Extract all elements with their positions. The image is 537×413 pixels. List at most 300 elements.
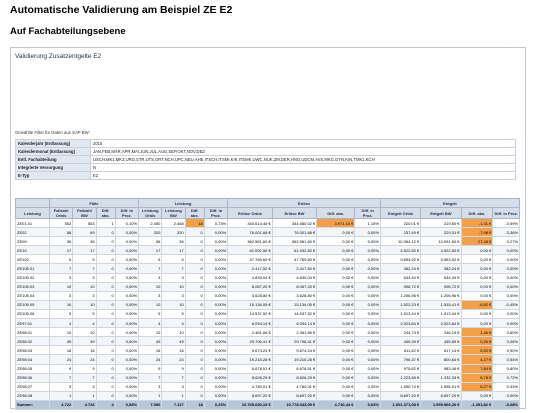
column-header[interactable]: Erlöse BW <box>272 208 317 219</box>
table-cell: 435,65 € <box>421 337 461 346</box>
table-cell: 0 <box>96 228 115 237</box>
table-cell: 0,54% <box>493 355 520 364</box>
table-cell: 0,06% <box>493 337 520 346</box>
table-cell: -7,98 € <box>461 228 493 237</box>
table-cell: 0 <box>96 300 115 309</box>
table-row <box>16 346 520 355</box>
validation-panel <box>10 47 526 409</box>
table-cell: 0,00 € <box>461 264 493 273</box>
table-cell: 3.628,80 € <box>272 291 317 300</box>
table-cell: 0 <box>96 373 115 382</box>
table-cell: 0 <box>185 364 204 373</box>
table-cell: 0,00 € <box>317 337 355 346</box>
table-cell: 14.537,52 € <box>228 309 273 318</box>
table-cell: 49 <box>49 337 72 346</box>
row-label: ZE98.01 <box>16 328 50 337</box>
table-cell: 906,72 € <box>421 282 461 291</box>
table-cell: 0,00% <box>204 282 227 291</box>
table-cell: 0,00% <box>115 391 138 400</box>
group-header <box>16 199 50 208</box>
table-cell: 49 <box>73 337 96 346</box>
table-cell: 5,52 € <box>461 346 493 355</box>
table-cell: 0,00% <box>355 373 381 382</box>
table-cell: 8.067,20 € <box>228 282 273 291</box>
table-cell: 0,00% <box>204 364 227 373</box>
filter-key: Kalenderjahr (Entlassung) <box>16 140 91 148</box>
table-cell: 8,78 € <box>461 373 493 382</box>
sum-cell: 18 <box>185 400 204 409</box>
table-cell: 0,00 € <box>317 373 355 382</box>
filter-intro: Gewählte Filter für Daten aus SAP BW: <box>15 130 90 135</box>
table-cell: 0,00% <box>115 255 138 264</box>
table-cell: 0,60% <box>493 328 520 337</box>
table-cell: 1 <box>162 391 185 400</box>
table-row <box>16 300 520 309</box>
table-cell: 0,00 € <box>461 282 493 291</box>
filter-value: USCH,MK1,MK3,URO,STR,UTS,ORT,NCH,UPC,NEU,AHE,ITSCH,ITSMI,KIK,ITSMK,UWC,NUK,ZM,DER,HNO,UDCM,AVS,MKG,GYN,KIN,TMK1,KCH <box>91 156 516 164</box>
table-cell: 7 <box>162 373 185 382</box>
table-cell: 36 <box>162 237 185 246</box>
table-row <box>16 264 520 273</box>
table-cell: -6,82 € <box>461 300 493 309</box>
table-cell: 634,40 € <box>380 273 420 282</box>
table-cell: 0,00% <box>115 264 138 273</box>
table-cell: 0 <box>185 391 204 400</box>
table-cell: 0 <box>185 300 204 309</box>
filter-value: N <box>91 164 516 172</box>
table-cell: 0,00% <box>355 300 381 309</box>
table-cell: 0 <box>96 364 115 373</box>
group-header-leistung: Leistung <box>139 199 228 208</box>
table-cell: 0,00% <box>355 382 381 391</box>
table-cell: 1.590,74 € <box>380 382 420 391</box>
table-cell: 8.067,20 € <box>272 282 317 291</box>
column-header[interactable]: Entgelt Orbis <box>380 208 420 219</box>
table-cell: 0,00% <box>204 246 227 255</box>
table-row <box>16 282 520 291</box>
table-cell: 0,00% <box>355 328 381 337</box>
table-row <box>16 255 520 264</box>
table-cell: 0,00% <box>204 309 227 318</box>
table-cell: 2.468 <box>162 219 185 228</box>
table-cell: 0,00% <box>355 355 381 364</box>
table-cell: 0,00% <box>115 282 138 291</box>
column-header-row <box>16 208 520 219</box>
table-cell: 1.232,33 € <box>421 373 461 382</box>
table-cell: 16 <box>49 346 72 355</box>
table-cell: 15.134,05 € <box>228 300 273 309</box>
table-cell: 0,00% <box>204 273 227 282</box>
table-cell: 4.522,50 € <box>421 246 461 255</box>
table-cell: 0 <box>96 273 115 282</box>
table-cell: 68 <box>49 228 72 237</box>
table-cell: 7 <box>162 264 185 273</box>
column-header[interactable]: Leistung Orbis <box>139 208 162 219</box>
table-row <box>16 273 520 282</box>
column-header[interactable]: Fallzahl BW <box>73 208 96 219</box>
table-cell: 0,00 € <box>317 319 355 328</box>
group-header-faelle: Fälle <box>49 199 138 208</box>
table-cell: 983,46 € <box>421 364 461 373</box>
table-cell: 3 <box>139 291 162 300</box>
table-cell: 27,48 € <box>461 237 493 246</box>
table-cell: 1.913,44 € <box>380 309 420 318</box>
table-cell: 0,00 € <box>317 228 355 237</box>
table-cell: 61.092,50 € <box>228 246 273 255</box>
sum-cell: 7.117 <box>162 400 185 409</box>
table-cell: 0,00 € <box>317 328 355 337</box>
filter-key: E-Typ <box>16 172 91 180</box>
table-cell: 10 <box>139 328 162 337</box>
table-cell: 0,00% <box>115 346 138 355</box>
table-cell: 0 <box>185 355 204 364</box>
table-cell: 0,00 € <box>461 273 493 282</box>
row-label: ZE98.04 <box>16 355 50 364</box>
table-cell: 1.596,01 € <box>421 382 461 391</box>
column-header[interactable]: Diff. in Proz. <box>493 208 520 219</box>
table-cell: 6.678,51 € <box>228 364 273 373</box>
table-cell: 0,00% <box>115 319 138 328</box>
table-cell: 634,40 € <box>421 273 461 282</box>
table-cell: 0,00 € <box>317 309 355 318</box>
table-row <box>16 246 520 255</box>
table-cell: 14.537,52 € <box>272 309 317 318</box>
table-cell: 0 <box>96 291 115 300</box>
filter-row <box>16 172 516 180</box>
table-cell: 3 <box>73 382 96 391</box>
table-cell: 16 <box>139 346 162 355</box>
table-cell: 36 <box>49 237 72 246</box>
table-cell: 10 <box>49 282 72 291</box>
table-cell: 0,00% <box>204 355 227 364</box>
table-cell: 10 <box>73 328 96 337</box>
table-row <box>16 391 520 400</box>
sum-cell: 4.722 <box>49 400 72 409</box>
table-cell: 15.134,05 € <box>272 300 317 309</box>
filter-value: JAN,FEB,MÄR,APR,MAI,JUN,JUL,AUG,SEP,OKT,NOV,DEZ <box>91 148 516 156</box>
table-cell: 0 <box>185 228 204 237</box>
table-cell: 796,37 € <box>380 355 420 364</box>
table-cell: 0,00% <box>493 264 520 273</box>
sum-cell: 4 <box>96 400 115 409</box>
table-cell: 382,24 € <box>380 264 420 273</box>
table-cell: 0,00 € <box>317 264 355 273</box>
table-cell: 0,00% <box>204 328 227 337</box>
sum-cell: -1.391,82 € <box>461 400 493 409</box>
table-cell: 0,00% <box>115 309 138 318</box>
row-label: ZE09 <box>16 237 50 246</box>
table-cell: 320 <box>162 228 185 237</box>
sum-cell: 1.601.371,08 € <box>380 400 420 409</box>
table-cell: 0,00% <box>115 373 138 382</box>
table-cell: 0,00 € <box>317 291 355 300</box>
table-cell: 36 <box>139 237 162 246</box>
table-cell: 8.697,20 € <box>380 391 420 400</box>
table-cell: 0,00% <box>115 237 138 246</box>
table-cell: 10 <box>73 282 96 291</box>
table-cell: 10.091,60 € <box>421 237 461 246</box>
table-cell: 0 <box>185 337 204 346</box>
table-cell: 1.206,96 € <box>421 291 461 300</box>
table-cell: 0,00 € <box>461 255 493 264</box>
table-cell: 24 <box>162 355 185 364</box>
column-header[interactable]: Leistung BW <box>162 208 185 219</box>
table-cell: 9.674,24 € <box>272 346 317 355</box>
table-cell: 0,73% <box>204 219 227 228</box>
table-cell: 382,24 € <box>421 264 461 273</box>
table-cell: 2.023,84 € <box>380 319 420 328</box>
table-cell: 3.971,10 € <box>317 219 355 228</box>
table-cell: 10 <box>162 328 185 337</box>
table-cell: 244,73 € <box>380 328 420 337</box>
table-row <box>16 364 520 373</box>
table-cell: 3 <box>73 273 96 282</box>
table-cell: 7 <box>139 373 162 382</box>
table-cell: 61.092,50 € <box>272 246 317 255</box>
table-cell: 10 <box>162 282 185 291</box>
column-header[interactable]: Diff. in Proz. <box>204 208 227 219</box>
column-header[interactable]: Fallzahl Orbis <box>49 208 72 219</box>
table-row <box>16 291 520 300</box>
table-cell: 3.628,80 € <box>228 291 273 300</box>
table-cell: 3 <box>162 382 185 391</box>
table-cell: 1 <box>96 219 115 228</box>
table-cell: 49 <box>139 337 162 346</box>
sum-cell: 10.778.343,09 € <box>272 400 317 409</box>
table-cell: 17 <box>162 246 185 255</box>
table-cell: 0,00% <box>355 309 381 318</box>
table-cell: 617,14 € <box>421 346 461 355</box>
table-cell: 0,00 € <box>461 319 493 328</box>
table-cell: 0,00% <box>493 273 520 282</box>
table-cell: 2.461,66 € <box>228 328 273 337</box>
group-header-entgelt: Entgelt <box>380 199 519 208</box>
table-cell: 0,00% <box>355 246 381 255</box>
table-cell: 0 <box>185 382 204 391</box>
table-cell: 0 <box>185 328 204 337</box>
table-cell: 220,01 € <box>380 219 420 228</box>
filter-value: 2015 <box>91 140 516 148</box>
table-cell: 9 <box>49 364 72 373</box>
table-cell: 0,00 € <box>317 382 355 391</box>
table-cell: 0,00 € <box>317 237 355 246</box>
table-cell: 0,00% <box>493 319 520 328</box>
table-row <box>16 309 520 318</box>
table-cell: 5 <box>139 255 162 264</box>
row-label: ZE98.06 <box>16 373 50 382</box>
table-cell: 9.553,92 € <box>421 255 461 264</box>
column-header[interactable]: Leistung <box>16 208 50 219</box>
table-cell: 1.206,96 € <box>380 291 420 300</box>
table-cell: 4.780,01 € <box>228 382 273 391</box>
table-cell: 2.417,52 € <box>228 264 273 273</box>
table-cell: 9 <box>162 364 185 373</box>
row-label: ZE98.07 <box>16 382 50 391</box>
table-cell: 0,00% <box>204 346 227 355</box>
row-label: ZE105.04 <box>16 291 50 300</box>
table-cell: 3 <box>162 291 185 300</box>
page-title: Automatische Validierung am Beispiel ZE E2 <box>10 4 233 16</box>
table-cell: 0,00% <box>115 246 138 255</box>
table-cell: 0,00% <box>493 391 520 400</box>
table-cell: 0,00% <box>355 273 381 282</box>
table-cell: 553 <box>73 219 96 228</box>
sum-cell: 1.599.969,26 € <box>421 400 461 409</box>
table-cell: 0 <box>185 309 204 318</box>
table-cell: 5 <box>73 309 96 318</box>
row-label: ZE105.02 <box>16 273 50 282</box>
table-cell: 0,00% <box>115 364 138 373</box>
table-cell: 3 <box>139 273 162 282</box>
table-cell: 47.769,60 € <box>228 255 273 264</box>
table-cell: 0,00 € <box>317 346 355 355</box>
sum-cell: 4.710,44 € <box>317 400 355 409</box>
table-cell: 0,27% <box>493 237 520 246</box>
filter-row <box>16 148 516 156</box>
table-cell: 0,72% <box>493 373 520 382</box>
table-cell: 24 <box>139 355 162 364</box>
filter-row <box>16 156 516 164</box>
table-cell: 0 <box>185 291 204 300</box>
table-cell: 29.706,41 € <box>272 337 317 346</box>
table-cell: 49 <box>162 337 185 346</box>
table-cell: 0,00% <box>204 382 227 391</box>
sum-row <box>16 400 520 409</box>
table-cell: 10 <box>49 328 72 337</box>
table-cell: 552 <box>49 219 72 228</box>
table-cell: 9.553,92 € <box>380 255 420 264</box>
row-label: ZE105.05 <box>16 300 50 309</box>
table-cell: 0,00 € <box>317 273 355 282</box>
table-cell: 6.094,14 € <box>228 319 273 328</box>
row-label: ZE98.02 <box>16 337 50 346</box>
table-cell: 0 <box>96 391 115 400</box>
table-cell: 0,00 € <box>317 282 355 291</box>
table-cell: 4.780,01 € <box>272 382 317 391</box>
row-label: ZE98.08 <box>16 391 50 400</box>
table-cell: 1 <box>49 391 72 400</box>
table-cell: 5 <box>49 255 72 264</box>
table-cell: 24 <box>73 355 96 364</box>
sum-cell: 4.726 <box>73 400 96 409</box>
table-cell: 69 <box>73 228 96 237</box>
table-cell: 0,00% <box>204 228 227 237</box>
table-cell: 0,00% <box>204 237 227 246</box>
sum-label: Summe: <box>16 400 50 409</box>
table-cell: 0 <box>96 319 115 328</box>
table-cell: 6.094,14 € <box>272 319 317 328</box>
table-cell: 3 <box>162 273 185 282</box>
table-cell: 800,64 € <box>421 355 461 364</box>
table-cell: 10.064,12 € <box>380 237 420 246</box>
column-header[interactable]: Diff. abs. <box>461 208 493 219</box>
table-cell: 2.461,66 € <box>272 328 317 337</box>
table-cell: 5 <box>73 255 96 264</box>
table-cell: 0,00 € <box>461 291 493 300</box>
column-header[interactable]: Entgelt BW <box>421 208 461 219</box>
table-cell: 0,00% <box>204 255 227 264</box>
table-cell: 0 <box>185 319 204 328</box>
row-label: ZE105.03 <box>16 282 50 291</box>
table-cell: 906,72 € <box>380 282 420 291</box>
table-cell: 9 <box>139 364 162 373</box>
table-cell: 0 <box>185 346 204 355</box>
table-cell: 0 <box>185 246 204 255</box>
table-cell: 0 <box>96 282 115 291</box>
table-cell: 0,26 € <box>461 337 493 346</box>
table-cell: 3 <box>73 291 96 300</box>
sum-cell: 0,04% <box>355 400 381 409</box>
table-cell: 4,27 € <box>461 355 493 364</box>
table-cell: 0,00% <box>115 355 138 364</box>
table-cell: 0,00% <box>204 319 227 328</box>
table-cell: 1 <box>73 391 96 400</box>
column-header[interactable]: Diff. abs. <box>96 208 115 219</box>
table-cell: 5 <box>162 309 185 318</box>
sum-cell: 10.765.630,15 € <box>228 400 273 409</box>
sum-cell: 0,23% <box>204 400 227 409</box>
table-cell: 0 <box>96 264 115 273</box>
row-label: ZE01.01 <box>16 219 50 228</box>
table-cell: 0,00% <box>493 246 520 255</box>
column-header[interactable]: Diff. abs. <box>185 208 204 219</box>
table-cell: 10 <box>139 282 162 291</box>
table-cell: 17 <box>49 246 72 255</box>
table-cell: 5,27 € <box>461 382 493 391</box>
table-row <box>16 219 520 228</box>
table-row <box>16 328 520 337</box>
table-cell: 0,00% <box>355 391 381 400</box>
table-cell: 10 <box>73 300 96 309</box>
table-cell: 1.522,23 € <box>380 300 420 309</box>
table-cell: 3 <box>139 382 162 391</box>
table-cell: 8.697,20 € <box>272 391 317 400</box>
column-header[interactable]: Diff. in Proz. <box>115 208 138 219</box>
table-cell: 0,00% <box>204 391 227 400</box>
table-cell: 0,00% <box>355 237 381 246</box>
table-cell: 0,00 € <box>461 246 493 255</box>
table-cell: -0,45% <box>493 300 520 309</box>
table-cell: 0,00% <box>355 282 381 291</box>
table-cell: 18 <box>185 219 204 228</box>
table-cell: 0 <box>96 337 115 346</box>
group-header-erloese: Erlöse <box>228 199 381 208</box>
row-label: ZE02 <box>16 228 50 237</box>
table-cell: 3 <box>49 291 72 300</box>
row-label: ZE97.01 <box>16 319 50 328</box>
table-cell: 0,00% <box>355 255 381 264</box>
sum-cell: 0,08% <box>115 400 138 409</box>
column-header[interactable]: Erlöse Orbis <box>228 208 273 219</box>
column-header[interactable]: Diff. abs. <box>317 208 355 219</box>
table-cell: 8.626,29 € <box>272 373 317 382</box>
table-cell: 4 <box>49 319 72 328</box>
table-cell: 340.614,46 € <box>228 219 273 228</box>
page-subtitle: Auf Fachabteilungsebene <box>10 26 126 37</box>
sum-cell: 7.090 <box>139 400 162 409</box>
row-label: ZE98.05 <box>16 364 50 373</box>
column-header[interactable]: Diff. in Proz. <box>355 208 381 219</box>
table-cell: 0,00% <box>493 309 520 318</box>
table-cell: 0,00 € <box>317 255 355 264</box>
row-label: ZE102 <box>16 255 50 264</box>
table-cell: -3,36% <box>493 228 520 237</box>
table-cell: 5 <box>139 309 162 318</box>
table-cell: 0 <box>96 309 115 318</box>
table-cell: 0 <box>185 255 204 264</box>
table-cell: 19.215,28 € <box>228 355 273 364</box>
table-cell: 219,50 € <box>421 219 461 228</box>
